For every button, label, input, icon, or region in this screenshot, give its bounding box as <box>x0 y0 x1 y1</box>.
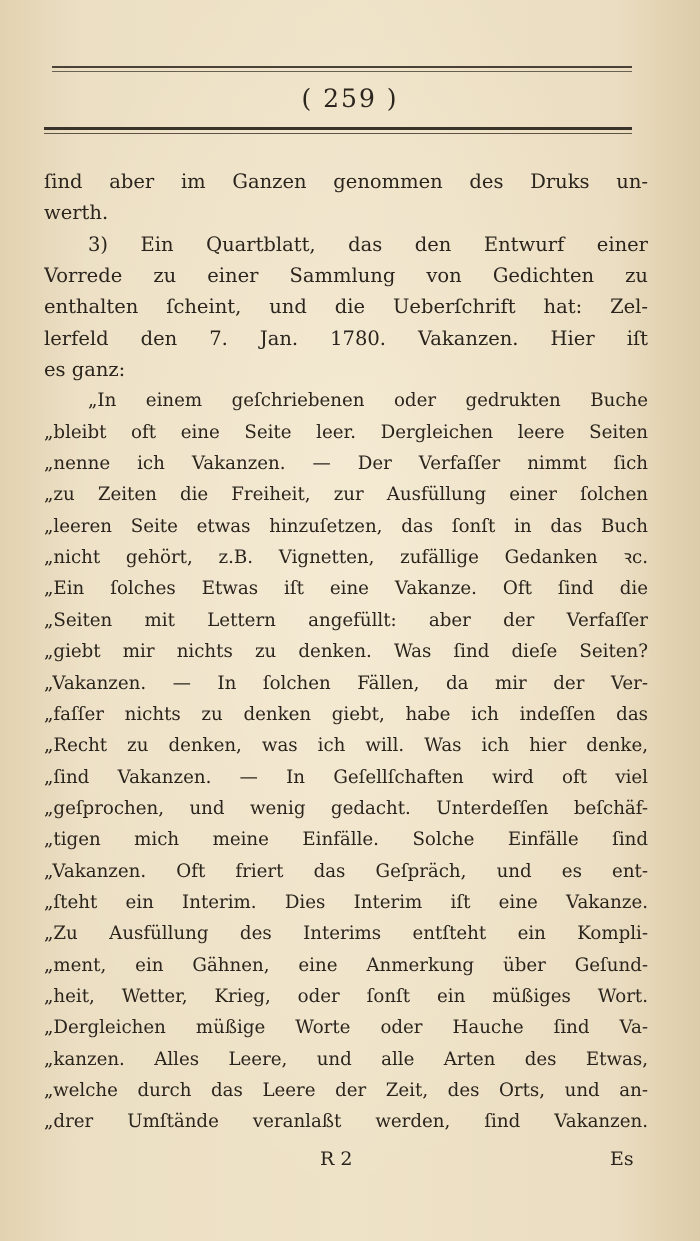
quote-line: „geſprochen, und wenig gedacht. Unterdeſſen beſchäf- <box>44 797 648 819</box>
quote-line: „tigen mich meine Einfälle. Solche Einfälle ſind <box>44 829 648 851</box>
header-rule-top <box>52 66 632 68</box>
quote-line: „Seiten mit Lettern angefüllt: aber der Verfaſſer <box>44 609 648 631</box>
quote-line: „leeren Seite etwas hinzuſetzen, das ſonſt in das Buch <box>44 515 648 537</box>
header-rule-top-thin <box>52 71 632 72</box>
quote-line: „giebt mir nichts zu denken. Was ſind dieſe Seiten? <box>44 641 648 663</box>
signature-mark: R 2 <box>320 1148 353 1170</box>
quote-line: „kanzen. Alles Leere, und alle Arten des Etwas, <box>44 1048 648 1070</box>
quote-line: „heit, Wetter, Krieg, oder ſonſt ein müßiges Wort. <box>44 985 648 1007</box>
quote-line: „ſteht ein Interim. Dies Interim iſt eine Vakanze. <box>44 891 648 913</box>
quote-line: „bleibt oft eine Seite leer. Dergleichen leere Seiten <box>44 421 648 443</box>
quote-line: „drer Umſtände veranlaßt werden, ſind Vakanzen. <box>44 1111 648 1133</box>
quote-line: „faſſer nichts zu denken giebt, habe ich indeſſen das <box>44 703 648 725</box>
page-number: ( 259 ) <box>301 84 399 113</box>
text-line: 3) Ein Quartblatt, das den Entwurf einer <box>88 232 648 256</box>
text-line: enthalten ſcheint, und die Ueberſchrift hat: Zel- <box>44 295 648 319</box>
catchword: Es <box>610 1148 634 1170</box>
text-line: werth. <box>44 201 109 225</box>
quote-line: „Vakanzen. — In ſolchen Fällen, da mir der Ver- <box>44 672 648 694</box>
quote-line: „Ein ſolches Etwas iſt eine Vakanze. Oft ſind die <box>44 578 648 600</box>
quote-line: „ſind Vakanzen. — In Geſellſchaften wird oft viel <box>44 766 648 788</box>
quote-line: „welche durch das Leere der Zeit, des Orts, und an- <box>44 1079 648 1101</box>
text-line: ſind aber im Ganzen genommen des Druks un- <box>44 170 648 193</box>
quote-line: „zu Zeiten die Freiheit, zur Ausfüllung einer ſolchen <box>44 484 648 506</box>
quote-line: „nicht gehört, z.B. Vignetten, zufällige Gedanken ꝛc. <box>44 547 648 569</box>
header-rule-bottom <box>44 127 632 130</box>
text-line: Vorrede zu einer Sammlung von Gedichten zu <box>44 264 648 288</box>
quote-line: „ment, ein Gähnen, eine Anmerkung über Geſund- <box>44 954 648 976</box>
text-line: es ganz: <box>44 358 126 382</box>
header-rule-bottom-thin <box>44 133 632 134</box>
quote-line: „nenne ich Vakanzen. — Der Verfaſſer nimmt ſich <box>44 453 648 475</box>
text-line: lerfeld den 7. Jan. 1780. Vakanzen. Hier iſt <box>44 326 648 350</box>
quote-line: „Dergleichen müßige Worte oder Hauche ſind Va- <box>44 1017 648 1039</box>
quote-line: „Recht zu denken, was ich will. Was ich hier denke, <box>44 735 648 757</box>
quote-line: „Vakanzen. Oft friert das Geſpräch, und es ent- <box>44 860 648 882</box>
body-text <box>44 166 648 1138</box>
quote-line: „Zu Ausfüllung des Interims entſteht ein Kompli- <box>44 923 648 945</box>
quote-line: „In einem geſchriebenen oder gedrukten Buche <box>88 390 648 412</box>
